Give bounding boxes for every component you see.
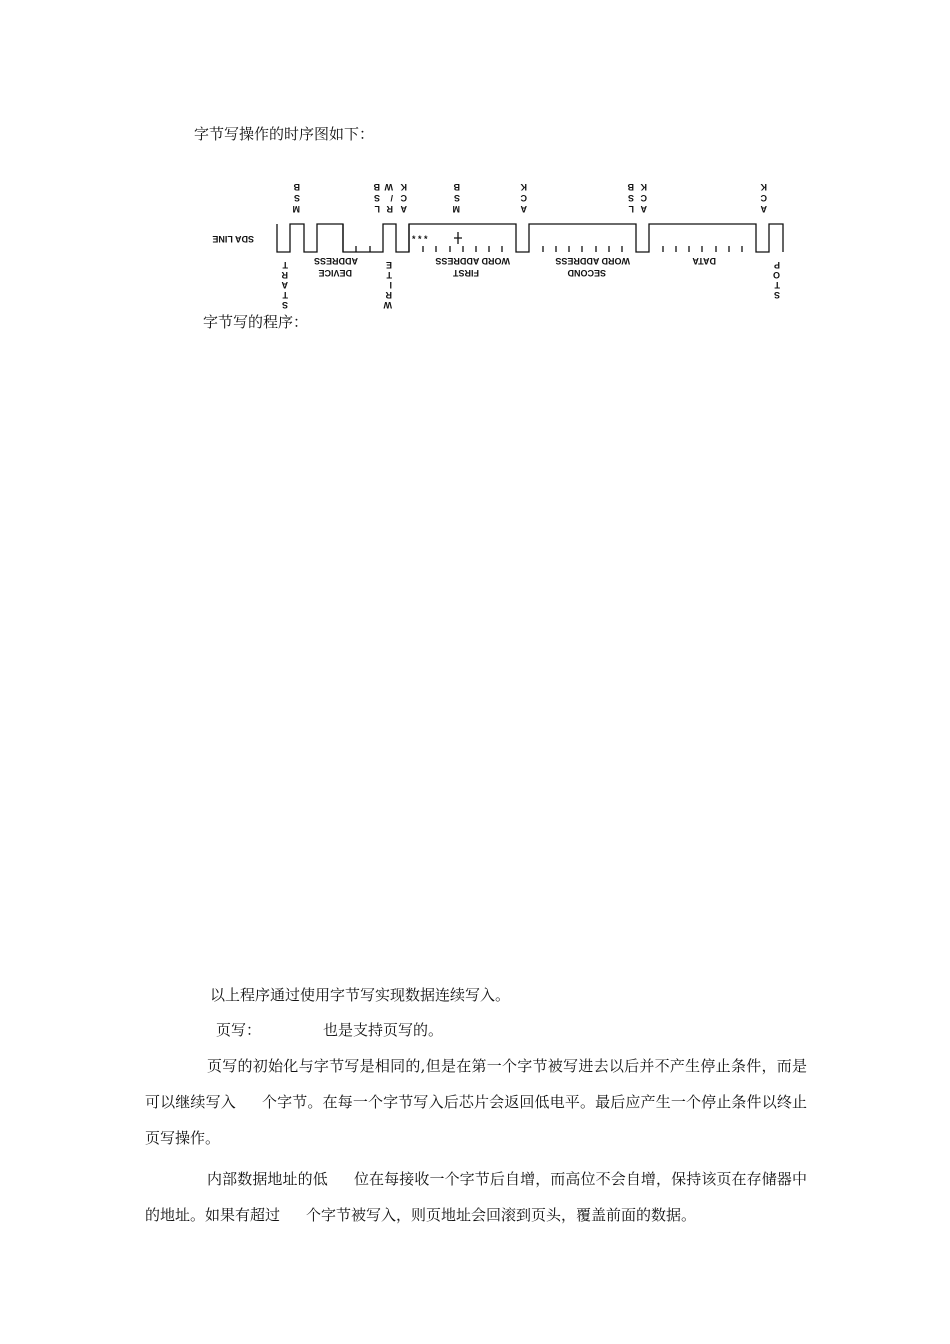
paragraph-3-part-a: 页写的初始化与字节写是相同的,但是在第一个字节被写进去以后并不产生停止条件，而是可以继续写入	[145, 1057, 807, 1111]
svg-text:T: T	[774, 280, 780, 290]
sda-line-label	[212, 234, 254, 244]
svg-text:I: I	[389, 280, 392, 290]
paragraph-3-part-b: 个字节。在每一个字节写入后芯片会返回低电平。最后应产生一个停止条件以终止页写操作。	[145, 1093, 807, 1147]
label-data	[692, 256, 716, 266]
svg-text:S: S	[453, 193, 460, 203]
svg-text:R: R	[385, 290, 392, 300]
sda-timing-diagram	[200, 180, 800, 320]
svg-text:S: S	[293, 193, 300, 203]
label-second-word-address	[555, 256, 630, 278]
paragraph-1: 以上程序通过使用字节写实现数据连续写入。	[210, 986, 511, 1004]
svg-text:A: A	[400, 204, 407, 214]
svg-text:C: C	[520, 193, 527, 203]
svg-text:C: C	[760, 193, 767, 203]
svg-text:/: /	[390, 193, 393, 203]
svg-text:W: W	[384, 182, 393, 192]
page-write-label: 页写：	[216, 1021, 262, 1039]
svg-text:C: C	[400, 193, 407, 203]
svg-text:B: B	[293, 182, 300, 192]
heading-program: 字节写的程序：	[203, 313, 309, 331]
svg-text:T: T	[282, 260, 288, 270]
svg-text:K: K	[400, 182, 407, 192]
svg-text:A: A	[281, 280, 288, 290]
svg-text:B: B	[373, 182, 380, 192]
svg-text:FIRST: FIRST	[453, 268, 479, 278]
svg-text:K: K	[520, 182, 527, 192]
paragraph-4-part-a: 内部数据地址的低	[207, 1170, 328, 1188]
svg-text:S: S	[281, 300, 288, 310]
label-first-msb	[453, 182, 461, 214]
label-write	[383, 260, 392, 310]
svg-text:A: A	[640, 204, 647, 214]
svg-text:E: E	[385, 260, 392, 270]
svg-text:A: A	[520, 204, 527, 214]
svg-text:L: L	[628, 204, 634, 214]
label-ack3	[760, 182, 767, 214]
dots: * * *	[412, 234, 428, 244]
label-ack1	[520, 182, 527, 214]
svg-text:C: C	[640, 193, 647, 203]
svg-text:WORD ADDRESS: WORD ADDRESS	[435, 256, 510, 266]
svg-text:S: S	[773, 290, 780, 300]
label-start	[281, 260, 288, 310]
svg-text:A: A	[760, 204, 767, 214]
svg-text:DEVICE: DEVICE	[318, 268, 352, 278]
svg-text:T: T	[282, 290, 288, 300]
svg-text:T: T	[386, 270, 392, 280]
sda-label-text: SDA LINE	[212, 234, 254, 244]
svg-text:R: R	[386, 204, 393, 214]
label-start-msb	[293, 182, 301, 214]
svg-text:M: M	[452, 204, 460, 214]
paragraph-4-part-c: 个字节被写入，则页地址会回滚到页头，覆盖前面的数据。	[306, 1206, 697, 1224]
page-write-support: 也是支持页写的。	[323, 1021, 444, 1039]
svg-text:P: P	[773, 260, 780, 270]
svg-text:K: K	[640, 182, 647, 192]
svg-text:ADDRESS: ADDRESS	[313, 256, 358, 266]
svg-text:SECOND: SECOND	[567, 268, 606, 278]
label-stop	[773, 260, 780, 300]
svg-text:B: B	[627, 182, 634, 192]
paragraph-3	[145, 1048, 807, 1156]
svg-text:DATA: DATA	[692, 256, 716, 266]
svg-text:L: L	[374, 204, 380, 214]
svg-text:M: M	[292, 204, 300, 214]
svg-text:S: S	[373, 193, 380, 203]
svg-text:S: S	[627, 193, 634, 203]
svg-text:W: W	[383, 300, 392, 310]
svg-text:WORD ADDRESS: WORD ADDRESS	[555, 256, 630, 266]
label-first-word-address	[435, 256, 510, 278]
svg-text:K: K	[760, 182, 767, 192]
label-lsb-ack2	[627, 182, 647, 214]
svg-text:B: B	[453, 182, 460, 192]
paragraph-4	[145, 1161, 807, 1233]
sda-waveform	[277, 224, 783, 252]
heading-timing: 字节写操作的时序图如下：	[194, 125, 375, 143]
label-device-address	[314, 256, 358, 278]
svg-text:R: R	[281, 270, 288, 280]
label-lsb-rw-ack	[373, 182, 407, 214]
svg-text:O: O	[772, 270, 780, 280]
paragraph-4-part-b: 位在每接收一个字节后自增，而高位不会自增，保持该页在存储器中的地址。如果有超过	[145, 1170, 807, 1224]
paragraph-2	[216, 1020, 443, 1040]
